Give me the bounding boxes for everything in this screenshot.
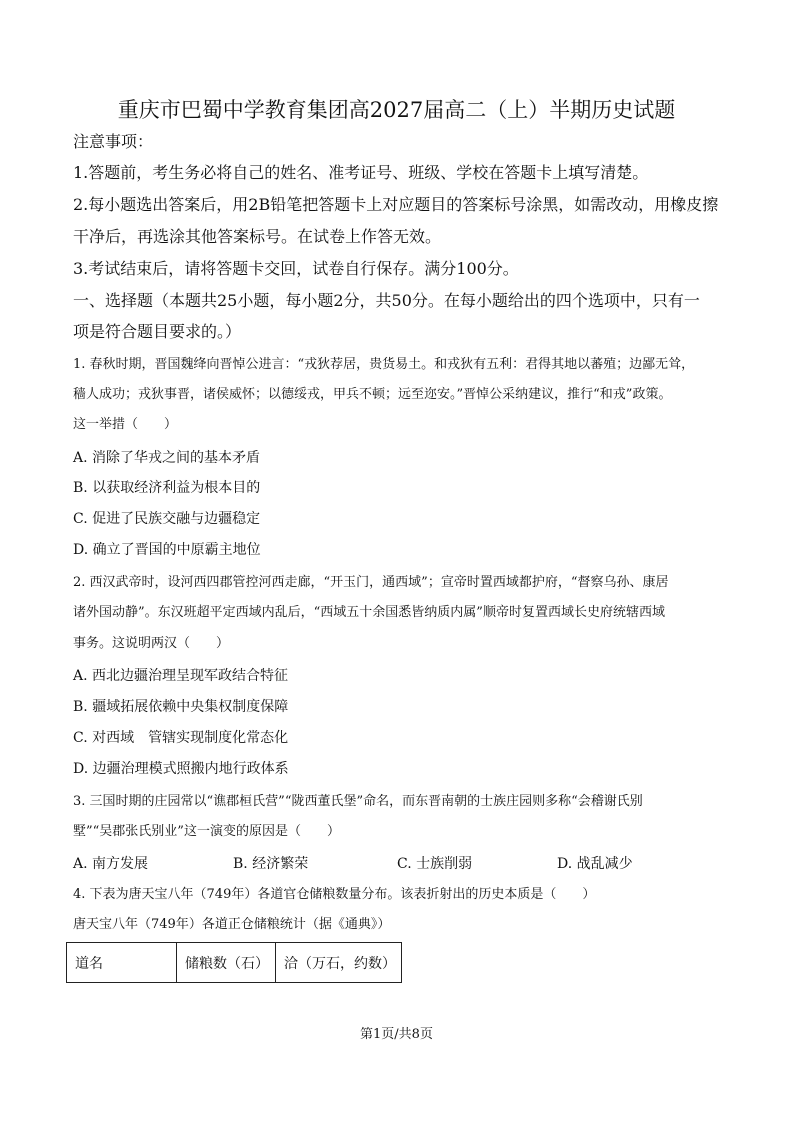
question-2-line: 事务。这说明两汉（ ） xyxy=(73,636,230,651)
section-heading: 项是符合题目要求的。） xyxy=(73,322,242,341)
question-2-option-d: D. 边疆治理模式照搬内地行政体系 xyxy=(73,761,289,777)
question-3-option-b: B. 经济繁荣 xyxy=(233,856,309,872)
grain-storage-table xyxy=(66,942,402,983)
table-header-cell: 储粮数（石） xyxy=(177,943,276,983)
question-2-line: 2. 西汉武帝时，设河西四郡管控河西走廊，“开玉门，通西域”；宣帝时置西域都护府，“督察乌孙、康居 xyxy=(73,575,669,590)
table-header-cell: 洽（万石，约数） xyxy=(276,943,402,983)
question-2-option-c: C. 对西域 管辖实现制度化常态化 xyxy=(73,730,289,746)
question-2-option-b: B. 疆域拓展依赖中央集权制度保障 xyxy=(73,699,289,715)
question-1-option-d: D. 确立了晋国的中原霸主地位 xyxy=(73,542,261,558)
question-1-line: 这一举措（ ） xyxy=(73,417,178,432)
question-3-option-a: A. 南方发展 xyxy=(73,856,149,872)
question-1-line: 穑人成功；戎狄事晋，诸侯威怀；以德绥戎，甲兵不顿；远至迩安。”晋悼公采纳建议，推行“和戎”政策。 xyxy=(73,387,672,402)
question-2-option-a: A. 西北边疆治理呈现军政结合特征 xyxy=(73,668,289,684)
notice-heading: 注意事项： xyxy=(73,132,154,151)
question-3-option-c: C. 士族削弱 xyxy=(397,856,473,872)
notice-line: 1.答题前，考生务必将自己的姓名、准考证号、班级、学校在答题卡上填写清楚。 xyxy=(73,163,649,182)
question-1-line: 1. 春秋时期，晋国魏绛向晋悼公进言：“戎狄荐居，贵货易土。和戎狄有五利：君得其地以蕃殖；边鄙无耸， xyxy=(73,357,695,372)
page-footer: 第1页/共8页 xyxy=(360,1027,433,1042)
question-3-option-d: D. 战乱减少 xyxy=(557,856,633,872)
question-4-line: 4. 下表为唐天宝八年（749年）各道官仓储粮数量分布。该表折射出的历史本质是（ ） xyxy=(73,887,596,902)
table-caption: 唐天宝八年（749年）各道正仓储粮统计（据《通典》） xyxy=(73,917,391,932)
question-1-option-a: A. 消除了华戎之间的基本矛盾 xyxy=(73,450,261,466)
section-heading: 一、选择题（本题共25小题，每小题2分，共50分。在每小题给出的四个选项中，只有一 xyxy=(73,291,700,310)
table-header-cell: 道名 xyxy=(67,943,177,983)
question-1-option-c: C. 促进了民族交融与边疆稳定 xyxy=(73,511,261,527)
notice-line: 2.每小题选出答案后，用2B铅笔把答题卡上对应题目的答案标号涂黑，如需改动，用橡皮擦 xyxy=(73,195,719,214)
table-header-row xyxy=(67,943,402,983)
question-3-line: 墅”“吴郡张氏别业”这一演变的原因是（ ） xyxy=(73,824,340,839)
page-title: 重庆市巴蜀中学教育集团高2027届高二（上）半期历史试题 xyxy=(117,98,676,122)
question-3-line: 3. 三国时期的庄园常以“谯郡桓氏营”“陇西董氏堡”命名，而东晋南朝的士族庄园则多称“会稽谢氏别 xyxy=(73,794,643,809)
question-2-line: 诸外国动静”。东汉班超平定西域内乱后，“西域五十余国悉皆纳质内属”顺帝时复置西域长史府统辖西域 xyxy=(73,605,665,620)
notice-line: 3.考试结束后，请将答题卡交回，试卷自行保存。满分100分。 xyxy=(73,259,519,278)
notice-line: 干净后，再选涂其他答案标号。在试卷上作答无效。 xyxy=(73,227,442,246)
question-1-option-b: B. 以获取经济利益为根本目的 xyxy=(73,480,261,496)
